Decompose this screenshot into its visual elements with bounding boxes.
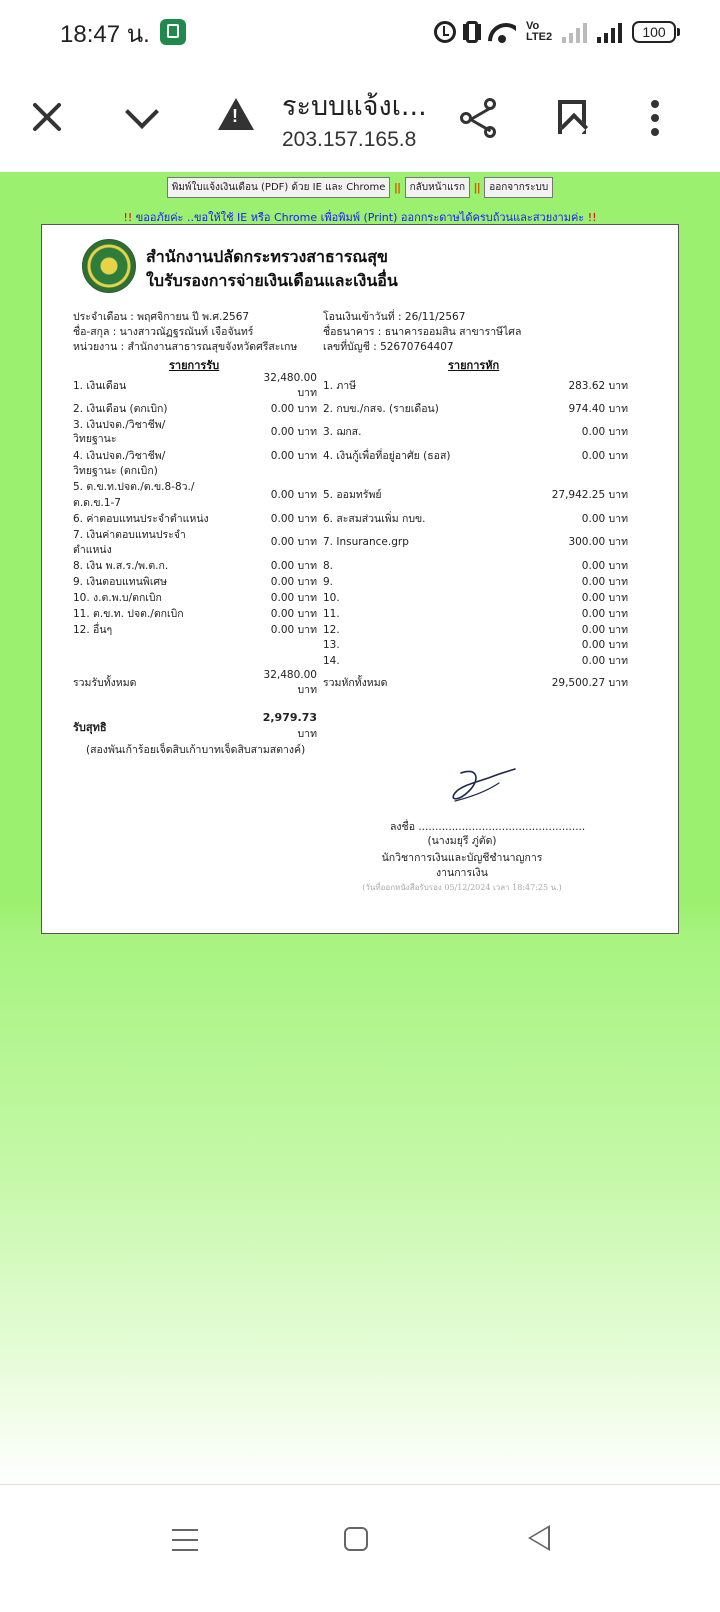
- income-label: 5. ต.ข.ท.ปจต./ต.ข.8-8ว./: [73, 481, 195, 493]
- income-amount: 0.00 บาท: [270, 536, 317, 548]
- org-name: สำนักงานปลัดกระทรวงสาธารณสุข: [146, 247, 388, 266]
- income-label: 1. เงินเดือน: [73, 380, 127, 392]
- income-amount: 0.00 บาท: [270, 450, 317, 462]
- info-agency: หน่วยงาน : สำนักงานสาธารณสุขจังหวัดศรีสะเกษ: [73, 341, 298, 353]
- income-amount: 0.00 บาท: [270, 426, 317, 438]
- info-account: เลขที่บัญชี : 52670764407: [323, 341, 454, 353]
- battery-icon: 100: [632, 21, 676, 43]
- deduction-heading: รายการหัก: [448, 359, 500, 372]
- deduction-amount: 0.00 บาท: [581, 639, 628, 651]
- income-amount: 0.00 บาท: [270, 513, 317, 525]
- total-income-unit: บาท: [297, 684, 317, 696]
- document-title: ใบรับรองการจ่ายเงินเดือนและเงินอื่น: [146, 271, 398, 290]
- deduction-amount: 0.00 บาท: [581, 513, 628, 525]
- info-transfer-date: โอนเงินเข้าวันที่ : 26/11/2567: [323, 311, 466, 323]
- deduction-amount: 0.00 บาท: [581, 624, 628, 636]
- signer-position: นักวิชาการเงินและบัญชีชำนาญการ: [381, 852, 543, 864]
- app-notification-icon: [160, 19, 186, 45]
- back-icon[interactable]: [528, 1525, 550, 1551]
- deduction-label: 9.: [323, 576, 334, 588]
- deduction-label: 14.: [323, 655, 340, 667]
- income-label: 11. ต.ข.ท. ปจต./ตกเบิก: [73, 608, 184, 620]
- income-amount: 0.00 บาท: [270, 624, 317, 636]
- deduction-label: 11.: [323, 608, 340, 620]
- deduction-label: 7. Insurance.grp: [323, 536, 409, 548]
- income-unit: บาท: [297, 387, 317, 399]
- ministry-seal-logo: [82, 239, 136, 293]
- income-label-cont: ต.ด.ข.1-7: [73, 497, 121, 509]
- deduction-amount: 0.00 บาท: [581, 655, 628, 667]
- separator: ||: [394, 181, 401, 194]
- info-month: ประจำเดือน : พฤศจิกายน ปี พ.ศ.2567: [73, 311, 250, 323]
- deduction-amount: 0.00 บาท: [581, 592, 628, 604]
- total-deduction-amount: 29,500.27 บาท: [551, 677, 628, 689]
- income-amount: 0.00 บาท: [270, 403, 317, 415]
- signature-image: [447, 765, 517, 809]
- income-label: 7. เงินค่าตอบแทนประจำ: [73, 529, 186, 541]
- income-label: 4. เงินปจต./วิชาชีพ/: [73, 450, 166, 462]
- income-label: 10. ง.ต.พ.บ/ตกเบิก: [73, 592, 162, 604]
- deduction-label: 2. กบข./กสจ. (รายเดือน): [323, 403, 439, 415]
- vibrate-icon: [466, 21, 478, 43]
- share-icon[interactable]: [460, 98, 500, 138]
- income-amount: 0.00 บาท: [270, 560, 317, 572]
- info-name: ชื่อ-สกุล : นางสาวณัฏฐรณันท์ เจือจันทร์: [73, 326, 254, 338]
- status-time: 18:47 น.: [60, 21, 150, 48]
- deduction-amount: 283.62 บาท: [568, 380, 628, 392]
- notice-mark: !!: [123, 211, 133, 224]
- home-button[interactable]: กลับหน้าแรก: [405, 177, 470, 198]
- separator: ||: [474, 181, 481, 194]
- info-bank: ชื่อธนาคาร : ธนาคารออมสิน สาขาราษีไศล: [323, 326, 522, 338]
- signer-name: (นางมยุรี ภู่ตัด): [427, 835, 497, 847]
- income-amount: 0.00 บาท: [270, 592, 317, 604]
- more-options-icon[interactable]: [651, 100, 659, 136]
- print-pdf-button[interactable]: พิมพ์ใบแจ้งเงินเดือน (PDF) ด้วย IE และ Chrome: [167, 177, 391, 198]
- net-pay-amount: 2,979.73: [262, 711, 317, 724]
- deduction-label: 12.: [323, 624, 340, 636]
- deduction-label: 1. ภาษี: [323, 380, 357, 392]
- income-amount: 32,480.00: [263, 372, 317, 384]
- deduction-label: 4. เงินกู้เพื่อที่อยู่อาศัย (ธอส): [323, 450, 451, 462]
- chevron-down-icon[interactable]: [124, 100, 156, 132]
- deduction-label: 10.: [323, 592, 340, 604]
- salary-certificate: [41, 224, 679, 934]
- income-heading: รายการรับ: [169, 359, 220, 372]
- net-pay-label: รับสุทธิ: [73, 721, 107, 734]
- status-bar: [0, 0, 720, 64]
- income-label-cont: วิทยฐานะ: [73, 433, 117, 445]
- recent-apps-icon[interactable]: [172, 1529, 198, 1551]
- top-button-bar: [0, 177, 720, 198]
- deduction-label: 13.: [323, 639, 340, 651]
- net-pay-unit: บาท: [297, 728, 317, 740]
- warning-icon[interactable]: [218, 98, 254, 130]
- deduction-amount: 0.00 บาท: [581, 576, 628, 588]
- deduction-amount: 0.00 บาท: [581, 450, 628, 462]
- browser-toolbar: [0, 64, 720, 172]
- income-amount: 0.00 บาท: [270, 489, 317, 501]
- system-nav-bar: [0, 1484, 720, 1612]
- volte-icon: Vo LTE2: [526, 20, 553, 43]
- income-label: 3. เงินปจต./วิชาชีพ/: [73, 419, 166, 431]
- page-title[interactable]: ระบบแจ้งเ...: [282, 91, 427, 122]
- status-icons: [434, 18, 676, 46]
- deduction-label: 6. สะสมส่วนเพิ่ม กบข.: [323, 513, 426, 525]
- income-label: 2. เงินเดือน (ตกเบิก): [73, 403, 168, 415]
- logout-button[interactable]: ออกจากระบบ: [484, 177, 553, 198]
- deduction-label: 3. ฌกส.: [323, 426, 362, 438]
- total-income-amount: 32,480.00: [263, 669, 317, 681]
- signal-sim1-icon: [597, 21, 622, 43]
- income-label: 6. ค่าตอบแทนประจำตำแหน่ง: [73, 513, 209, 525]
- notice-mark: !!: [587, 211, 597, 224]
- sign-line: ลงชื่อ ..................................................: [390, 821, 586, 833]
- deduction-label: 5. ออมทรัพย์: [323, 489, 382, 501]
- page-url[interactable]: 203.157.165.8: [282, 128, 417, 151]
- deduction-amount: 300.00 บาท: [568, 536, 628, 548]
- issued-timestamp: (วันที่ออกหนังสือรับรอง 05/12/2024 เวลา 18:47:25 น.): [362, 883, 562, 892]
- wifi-icon: [488, 21, 516, 43]
- deduction-amount: 974.40 บาท: [568, 403, 628, 415]
- income-amount: 0.00 บาท: [270, 608, 317, 620]
- deduction-amount: 0.00 บาท: [581, 560, 628, 572]
- web-page: [0, 172, 720, 1484]
- signal-sim2-icon: [562, 21, 587, 43]
- total-deduction-label: รวมหักทั้งหมด: [323, 677, 388, 689]
- home-icon[interactable]: [344, 1527, 368, 1551]
- income-label: 8. เงิน พ.ส.ร./พ.ต.ก.: [73, 560, 169, 572]
- income-label-cont: ตำแหน่ง: [73, 544, 112, 556]
- deduction-amount: 27,942.25 บาท: [551, 489, 628, 501]
- income-label-cont: วิทยฐานะ (ตกเบิก): [73, 465, 158, 477]
- close-icon[interactable]: [30, 100, 64, 134]
- alarm-icon: [434, 21, 456, 43]
- income-label: 12. อื่นๆ: [73, 624, 113, 636]
- total-income-label: รวมรับทั้งหมด: [73, 677, 137, 689]
- net-pay-in-words: (สองพันเก้าร้อยเจ็ดสิบเก้าบาทเจ็ดสิบสามสตางค์): [86, 744, 306, 756]
- deduction-label: 8.: [323, 560, 334, 572]
- deduction-amount: 0.00 บาท: [581, 426, 628, 438]
- income-amount: 0.00 บาท: [270, 576, 317, 588]
- signer-department: งานการเงิน: [436, 867, 488, 879]
- notice-text: ขออภัยค่ะ ..ขอให้ใช้ IE หรือ Chrome เพื่อพิมพ์ (Print) ออกกระดาษได้ครบถ้วนและสวยงามค่ะ: [132, 211, 588, 224]
- deduction-amount: 0.00 บาท: [581, 608, 628, 620]
- income-label: 9. เงินตอบแทนพิเศษ: [73, 576, 168, 588]
- bookmark-icon[interactable]: [558, 100, 586, 134]
